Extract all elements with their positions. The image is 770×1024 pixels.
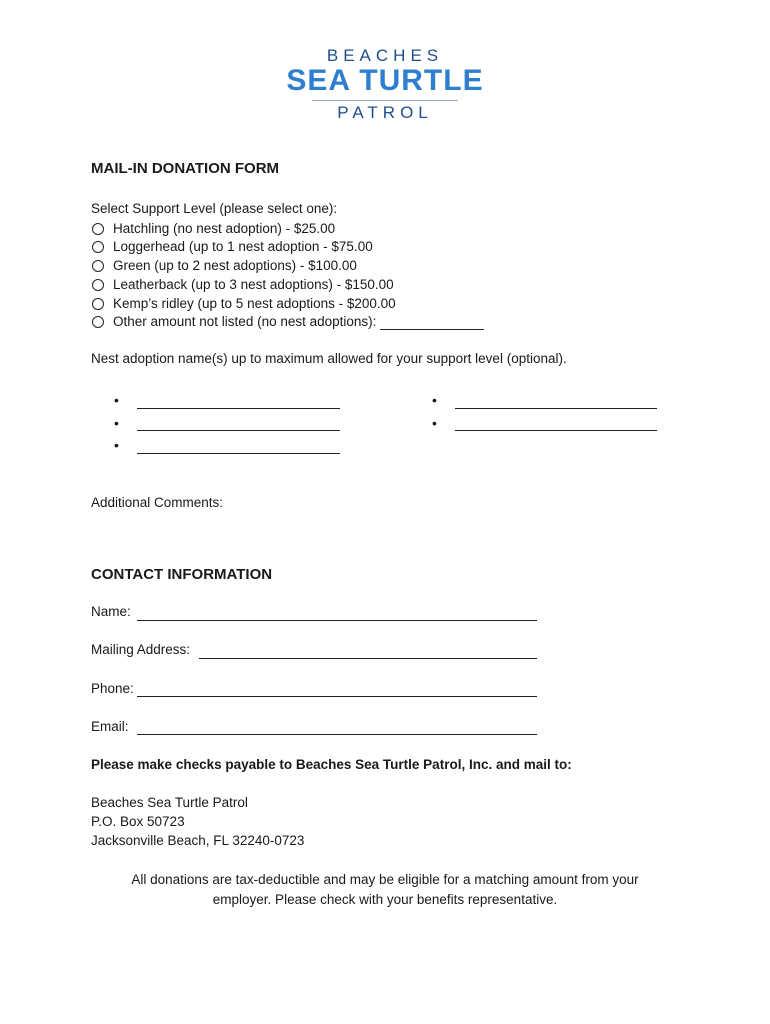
nest-name-field-2[interactable] xyxy=(137,430,340,431)
nest-name-field-4[interactable] xyxy=(455,408,657,409)
option-loggerhead[interactable] xyxy=(92,237,373,256)
option-kemps-ridley[interactable] xyxy=(92,294,396,313)
radio-icon[interactable] xyxy=(92,298,104,310)
bullet-icon: • xyxy=(432,392,437,408)
nest-name-field-1[interactable] xyxy=(137,408,340,409)
mail-address-line-1: Beaches Sea Turtle Patrol xyxy=(91,795,248,810)
mailing-address-label: Mailing Address: xyxy=(91,642,191,657)
contact-title: CONTACT INFORMATION xyxy=(91,566,273,583)
bullet-icon: • xyxy=(114,392,119,408)
option-label: Kemp’s ridley (up to 5 nest adoptions - $200.00 xyxy=(113,296,396,311)
radio-icon[interactable] xyxy=(92,260,104,272)
option-green[interactable] xyxy=(92,256,357,275)
option-label: Leatherback (up to 3 nest adoptions) - $150.00 xyxy=(113,277,394,292)
email-label: Email: xyxy=(91,719,129,734)
option-other-amount[interactable] xyxy=(92,312,484,331)
mail-address-line-3: Jacksonville Beach, FL 32240-0723 xyxy=(91,833,305,848)
mail-address-line-2: P.O. Box 50723 xyxy=(91,814,185,829)
bullet-icon: • xyxy=(114,415,119,431)
form-title: MAIL-IN DONATION FORM xyxy=(91,160,280,177)
nest-name-field-5[interactable] xyxy=(455,430,657,431)
nest-adoption-prompt: Nest adoption name(s) up to maximum allowed for your support level (optional). xyxy=(91,351,567,366)
additional-comments-label: Additional Comments: xyxy=(91,495,224,510)
email-field[interactable] xyxy=(137,734,537,735)
option-label: Hatchling (no nest adoption) - $25.00 xyxy=(113,221,336,236)
phone-label: Phone: xyxy=(91,681,134,696)
name-field[interactable] xyxy=(137,620,537,621)
payment-instruction: Please make checks payable to Beaches Sea Turtle Patrol, Inc. and mail to: xyxy=(91,757,572,772)
radio-icon[interactable] xyxy=(92,223,104,235)
tax-deductible-note-line-1: All donations are tax-deductible and may be eligible for a matching amount from your xyxy=(131,872,639,887)
support-level-prompt: Select Support Level (please select one): xyxy=(91,201,338,216)
nest-name-field-3[interactable] xyxy=(137,453,340,454)
logo-patrol: PATROL xyxy=(337,103,433,122)
logo-sea-turtle: SEA TURTLE xyxy=(286,64,484,97)
option-hatchling[interactable] xyxy=(92,219,335,238)
radio-icon[interactable] xyxy=(92,241,104,253)
logo-divider xyxy=(312,100,458,101)
name-label: Name: xyxy=(91,604,131,619)
radio-icon[interactable] xyxy=(92,279,104,291)
logo-beaches: BEACHES xyxy=(326,46,444,65)
option-label: Green (up to 2 nest adoptions) - $100.00 xyxy=(113,258,357,273)
option-label: Loggerhead (up to 1 nest adoption - $75.00 xyxy=(113,239,373,254)
radio-icon[interactable] xyxy=(92,316,104,328)
option-label: Other amount not listed (no nest adoptions): xyxy=(113,314,377,329)
bullet-icon: • xyxy=(432,415,437,431)
option-leatherback[interactable] xyxy=(92,275,394,294)
tax-deductible-note-line-2: employer. Please check with your benefits representative. xyxy=(212,892,558,907)
mailing-address-field[interactable] xyxy=(199,658,537,659)
bullet-icon: • xyxy=(114,437,119,453)
other-amount-field[interactable] xyxy=(380,314,484,330)
phone-field[interactable] xyxy=(137,696,537,697)
